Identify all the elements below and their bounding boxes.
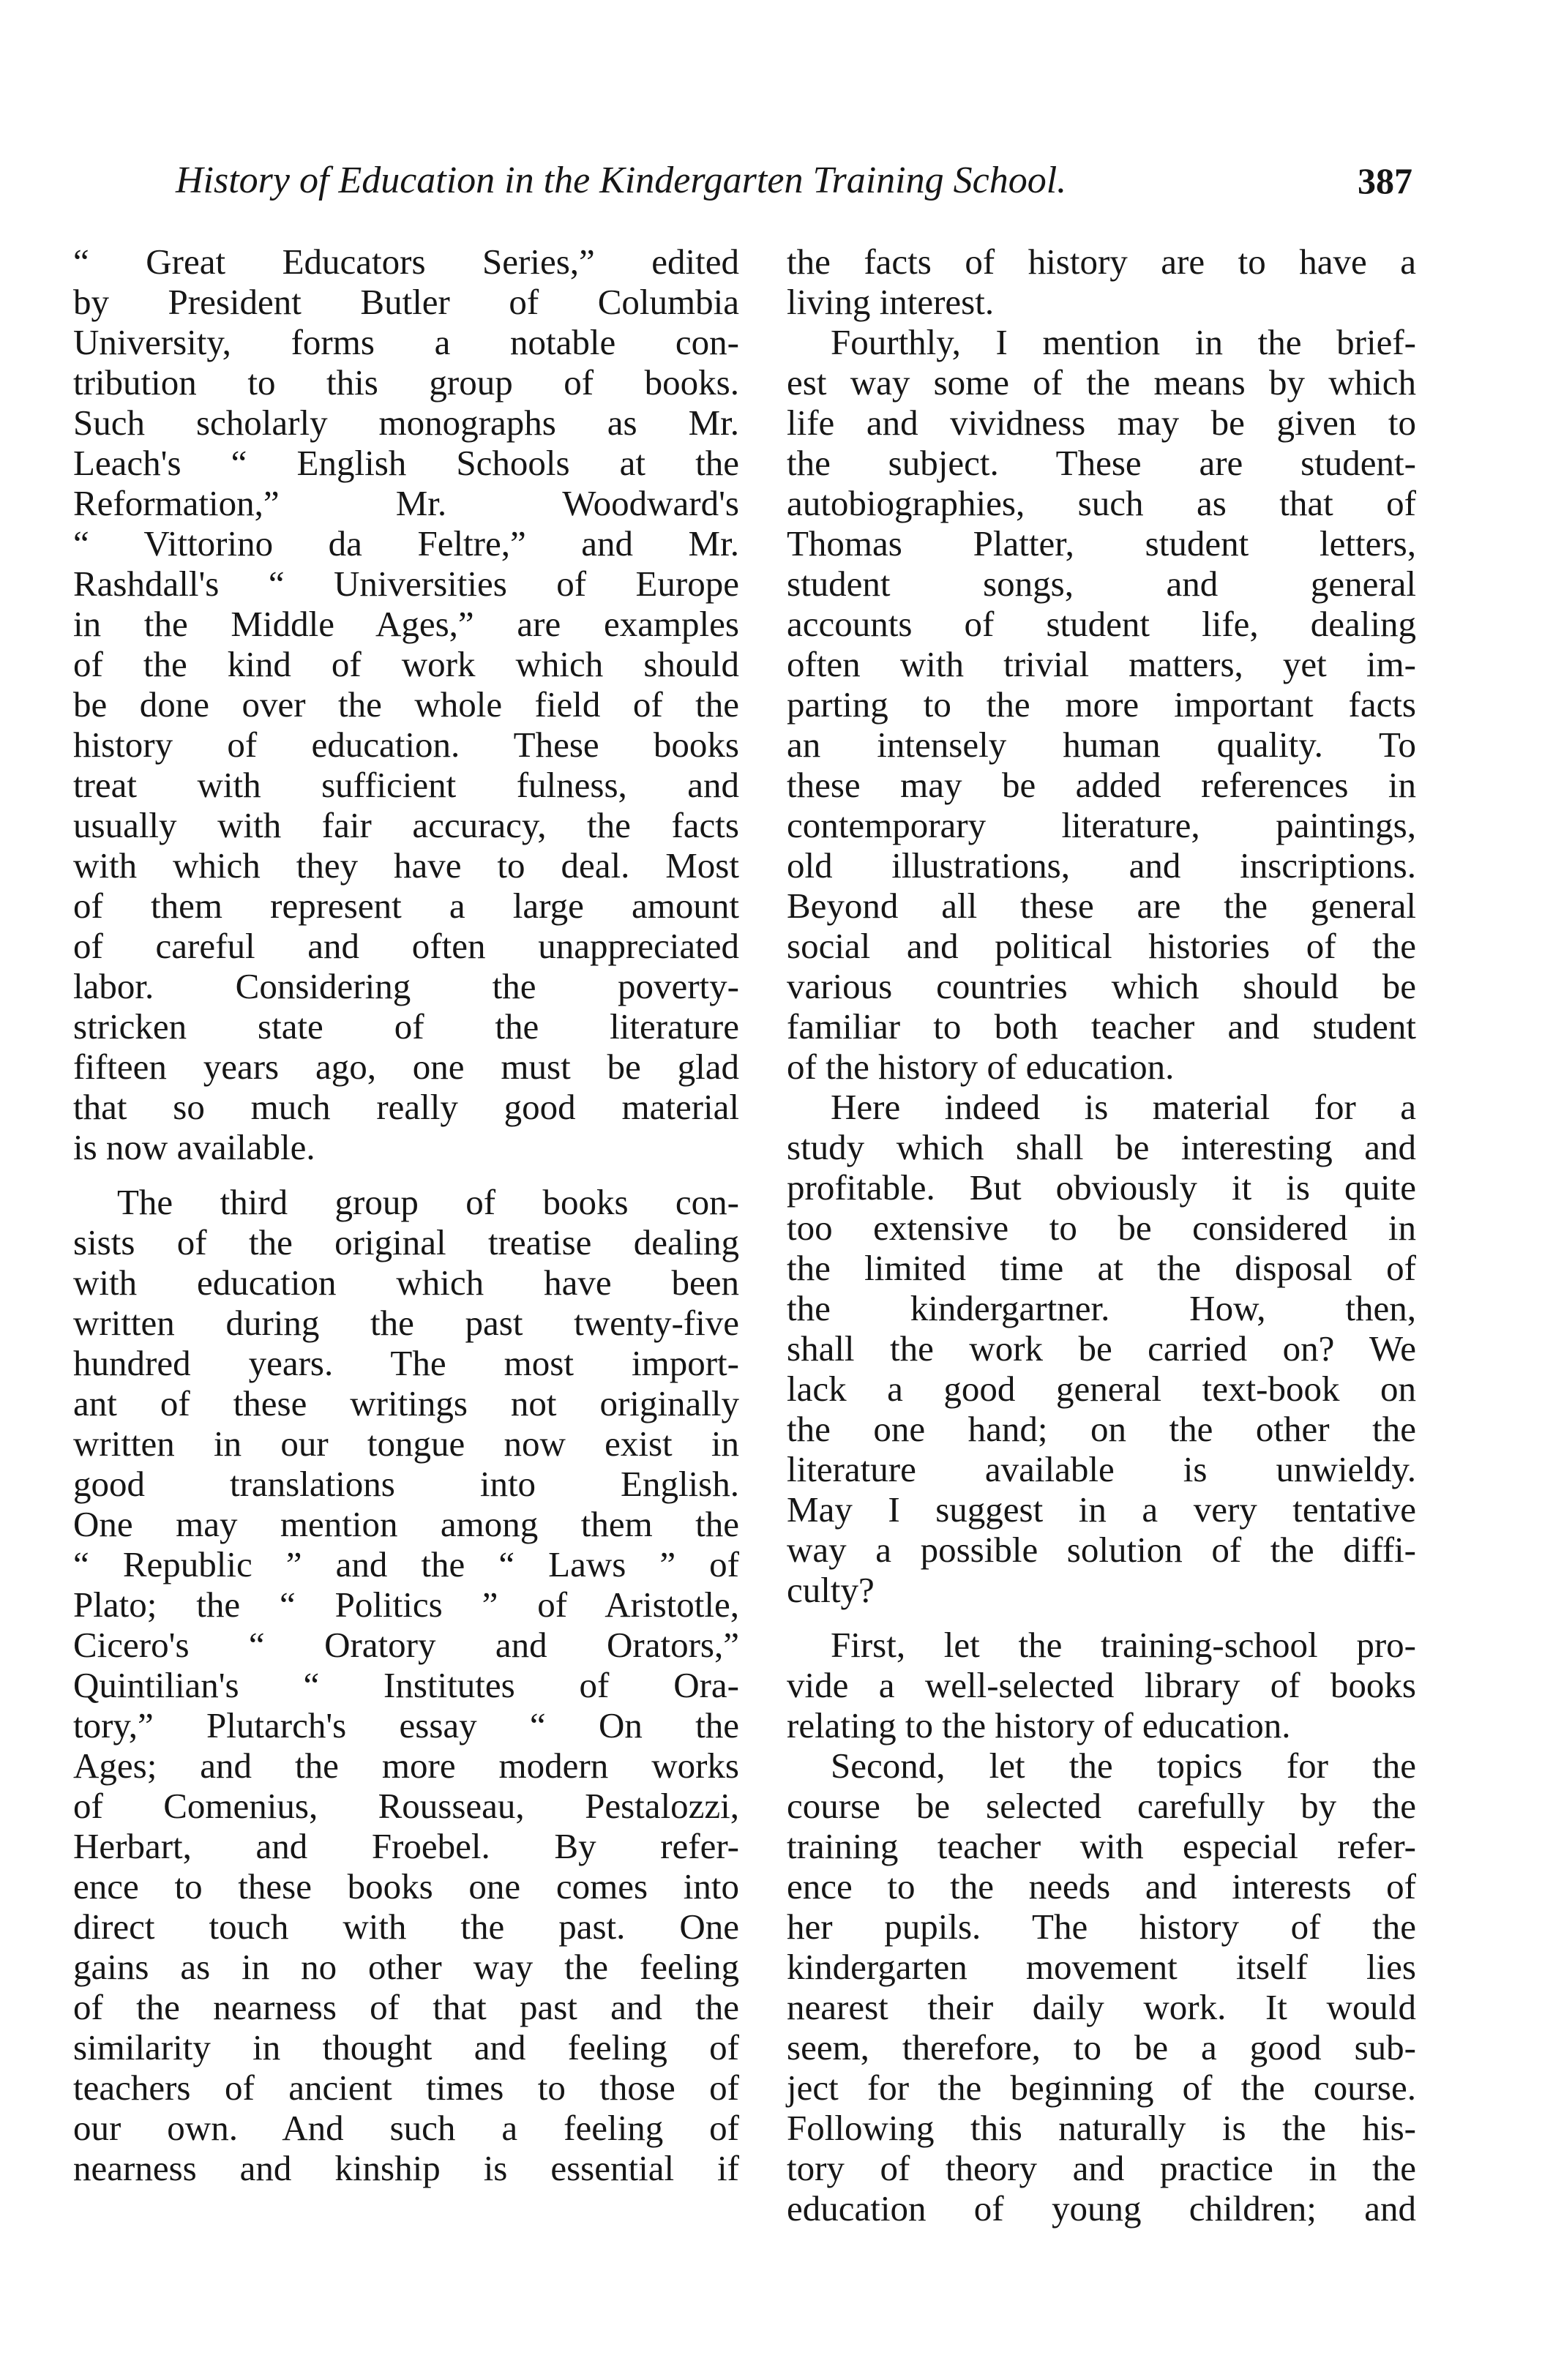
text-line: of the kind of work which should	[73, 644, 739, 684]
text-line: profitable. But obviously it is quite	[787, 1167, 1416, 1208]
text-line: labor. Considering the poverty-	[73, 966, 739, 1006]
text-line: Second, let the topics for the	[831, 1745, 1416, 1786]
text-line: Thomas Platter, student letters,	[787, 523, 1416, 564]
text-line: “ Vittorino da Feltre,” and Mr.	[73, 523, 739, 564]
text-line: Quintilian's “ Institutes of Ora-	[73, 1665, 739, 1705]
text-line: written during the past twenty-five	[73, 1303, 739, 1343]
text-line: literature available is unwieldy.	[787, 1449, 1416, 1489]
text-line: Reformation,” Mr. Woodward's	[73, 483, 739, 523]
text-line: parting to the more important facts	[787, 684, 1416, 725]
text-line: sists of the original treatise dealing	[73, 1222, 739, 1262]
text-line: hundred years. The most import-	[73, 1343, 739, 1383]
text-line: in the Middle Ages,” are examples	[73, 604, 739, 644]
text-line: tory of theory and practice in the	[787, 2148, 1416, 2188]
text-line: nearest their daily work. It would	[787, 1987, 1416, 2027]
text-line: vide a well-selected library of books	[787, 1665, 1416, 1705]
text-line: kindergarten movement itself lies	[787, 1947, 1416, 1987]
text-line: seem, therefore, to be a good sub-	[787, 2027, 1416, 2067]
page-header	[176, 155, 1412, 214]
text-line: training teacher with especial refer-	[787, 1826, 1416, 1866]
text-line: often with trivial matters, yet im-	[787, 644, 1416, 684]
text-line: Such scholarly monographs as Mr.	[73, 403, 739, 443]
text-line: her pupils. The history of the	[787, 1906, 1416, 1947]
text-line: social and political histories of the	[787, 926, 1416, 966]
right-column	[787, 242, 1416, 2229]
text-line: familiar to both teacher and student	[787, 1006, 1416, 1047]
text-line: is now available.	[73, 1127, 315, 1167]
text-line: of careful and often unappreciated	[73, 926, 739, 966]
text-line: usually with fair accuracy, the facts	[73, 805, 739, 845]
text-line: an intensely human quality. To	[787, 725, 1416, 765]
text-line: teachers of ancient times to those of	[73, 2067, 739, 2108]
text-line: Plato; the “ Politics ” of Aristotle,	[73, 1584, 739, 1625]
text-line: culty?	[787, 1570, 875, 1610]
text-line: of the history of education.	[787, 1047, 1175, 1087]
text-line: the subject. These are student-	[787, 443, 1416, 483]
text-line: ant of these writings not originally	[73, 1383, 739, 1423]
text-line: of the nearness of that past and the	[73, 1987, 739, 2027]
text-line: est way some of the means by which	[787, 362, 1416, 403]
page-number: 387	[1358, 160, 1412, 201]
text-line: study which shall be interesting and	[787, 1127, 1416, 1167]
text-line: Cicero's “ Oratory and Orators,”	[73, 1625, 739, 1665]
text-line: ence to the needs and interests of	[787, 1866, 1416, 1906]
text-line: nearness and kinship is essential if	[73, 2148, 739, 2188]
text-line: Ages; and the more modern works	[73, 1745, 739, 1786]
text-line: various countries which should be	[787, 966, 1416, 1006]
text-line: Herbart, and Froebel. By refer-	[73, 1826, 739, 1866]
text-line: Here indeed is material for a	[831, 1087, 1416, 1127]
text-line: “ Great Educators Series,” edited	[73, 242, 739, 282]
text-line: similarity in thought and feeling of	[73, 2027, 739, 2067]
text-line: be done over the whole field of the	[73, 684, 739, 725]
text-line: good translations into English.	[73, 1464, 739, 1504]
text-line: tory,” Plutarch's essay “ On the	[73, 1705, 739, 1745]
text-line: life and vividness may be given to	[787, 403, 1416, 443]
running-title: History of Education in the Kindergarten Training School.	[176, 160, 1067, 201]
text-line: education of young children; and	[787, 2188, 1416, 2229]
left-column	[73, 242, 739, 2188]
text-line: with education which have been	[73, 1262, 739, 1303]
text-line: lack a good general text-book on	[787, 1369, 1416, 1409]
text-line: First, let the training-school pro-	[831, 1625, 1416, 1665]
text-line: these may be added references in	[787, 765, 1416, 805]
text-line: University, forms a notable con-	[73, 322, 739, 362]
text-line: gains as in no other way the feeling	[73, 1947, 739, 1987]
text-line: Leach's “ English Schools at the	[73, 443, 739, 483]
text-line: too extensive to be considered in	[787, 1208, 1416, 1248]
text-line: Following this naturally is the his-	[787, 2108, 1416, 2148]
text-line: the one hand; on the other the	[787, 1409, 1416, 1449]
text-line: living interest.	[787, 282, 995, 322]
text-line: course be selected carefully by the	[787, 1786, 1416, 1826]
text-line: accounts of student life, dealing	[787, 604, 1416, 644]
text-line: The third group of books con-	[117, 1182, 739, 1222]
text-line: May I suggest in a very tentative	[787, 1489, 1416, 1530]
text-line: Beyond all these are the general	[787, 886, 1416, 926]
text-line: history of education. These books	[73, 725, 739, 765]
text-line: shall the work be carried on? We	[787, 1328, 1416, 1369]
text-line: by President Butler of Columbia	[73, 282, 739, 322]
text-line: way a possible solution of the diffi-	[787, 1530, 1416, 1570]
text-line: the facts of history are to have a	[787, 242, 1416, 282]
text-line: that so much really good material	[73, 1087, 739, 1127]
text-line: ence to these books one comes into	[73, 1866, 739, 1906]
text-line: of Comenius, Rousseau, Pestalozzi,	[73, 1786, 739, 1826]
text-line: fifteen years ago, one must be glad	[73, 1047, 739, 1087]
text-line: old illustrations, and inscriptions.	[787, 845, 1416, 886]
text-line: the limited time at the disposal of	[787, 1248, 1416, 1288]
text-line: relating to the history of education.	[787, 1705, 1291, 1745]
text-line: ject for the beginning of the course.	[787, 2067, 1416, 2108]
text-line: tribution to this group of books.	[73, 362, 739, 403]
text-line: the kindergartner. How, then,	[787, 1288, 1416, 1328]
text-line: Rashdall's “ Universities of Europe	[73, 564, 739, 604]
text-line: our own. And such a feeling of	[73, 2108, 739, 2148]
text-line: stricken state of the literature	[73, 1006, 739, 1047]
text-line: student songs, and general	[787, 564, 1416, 604]
text-line: One may mention among them the	[73, 1504, 739, 1544]
text-line: Fourthly, I mention in the brief-	[831, 322, 1416, 362]
text-line: autobiographies, such as that of	[787, 483, 1416, 523]
text-line: written in our tongue now exist in	[73, 1423, 739, 1464]
text-line: “ Republic ” and the “ Laws ” of	[73, 1544, 739, 1584]
text-line: treat with sufficient fulness, and	[73, 765, 739, 805]
text-line: direct touch with the past. One	[73, 1906, 739, 1947]
text-line: contemporary literature, paintings,	[787, 805, 1416, 845]
text-line: with which they have to deal. Most	[73, 845, 739, 886]
text-line: of them represent a large amount	[73, 886, 739, 926]
